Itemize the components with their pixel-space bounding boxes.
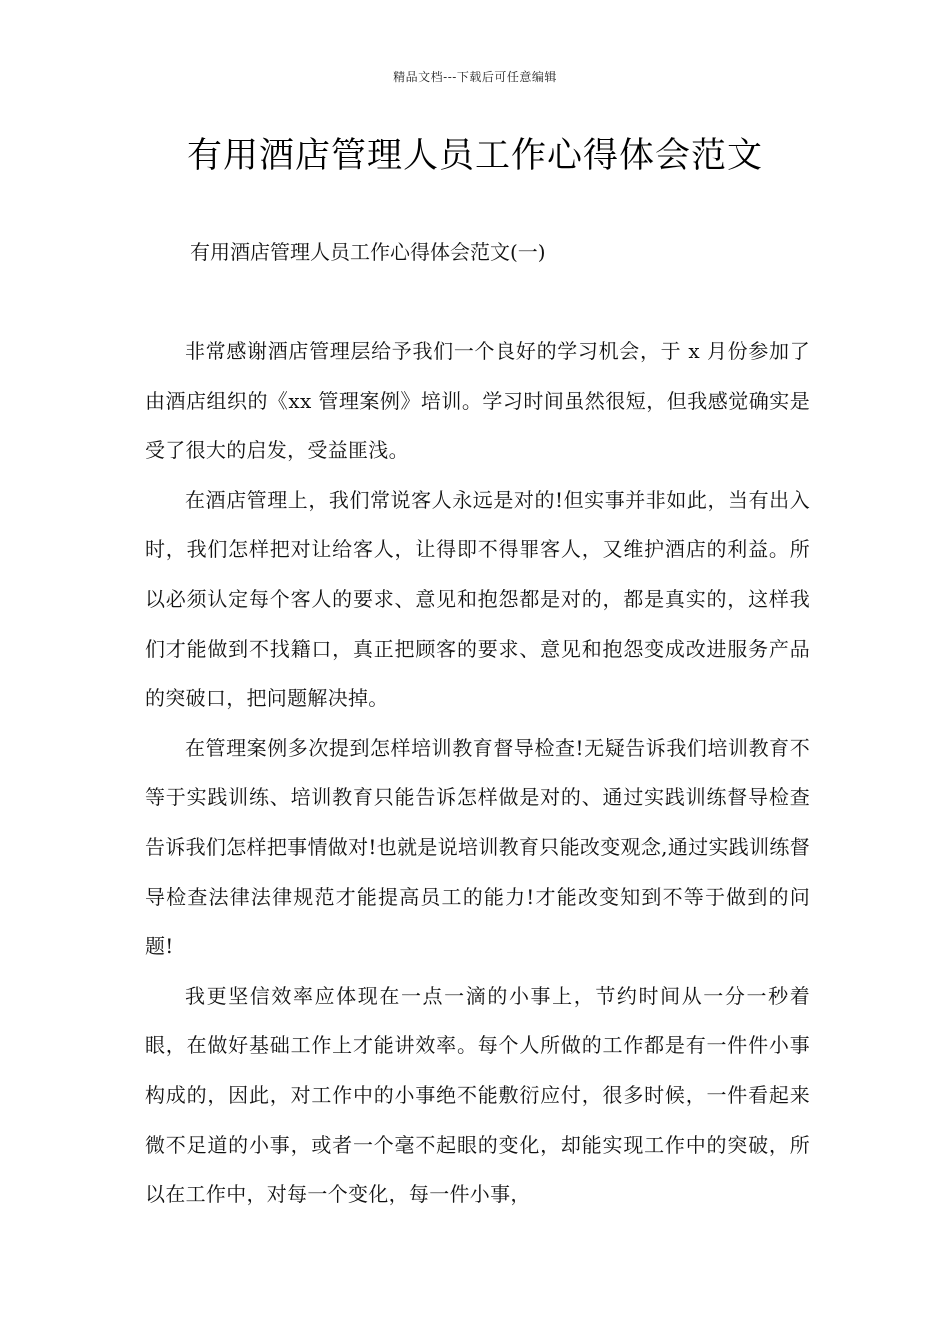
document-title: 有用酒店管理人员工作心得体会范文 [186,136,763,176]
page-header: 精品文档---下载后可任意编辑 [393,70,557,84]
paragraph-2: 在酒店管理上，我们常说客人永远是对的!但实事并非如此，当有出入时，我们怎样把对让给客人，让得即不得罪客人，又维护酒店的利益。所以必须认定每个客人的要求、意见和抱怨都是对的，都是真实的，这样我们才能做到不找籍口，真正把顾客的要求、意见和抱怨变成改进服务产品的突破口，把问题解决掉。 [145,487,810,711]
paragraph-3: 在管理案例多次提到怎样培训教育督导检查!无疑告诉我们培训教育不等于实践训练、培训教育只能告诉怎样做是对的、通过实践训练督导检查告诉我们怎样把事情做对!也就是说培训教育只能改变观念,通过实践训练督导检查法律法律规范才能提高员工的能力!才能改变知到不等于做到的问题! [145,735,810,959]
paragraph-1: 非常感谢酒店管理层给予我们一个良好的学习机会，于 x 月份参加了由酒店组织的《xx 管理案例》培训。学习时间虽然很短，但我感觉确实是受了很大的启发，受益匪浅。 [145,339,810,463]
document-subtitle: 有用酒店管理人员工作心得体会范文(一) [190,240,546,264]
paragraph-4: 我更坚信效率应体现在一点一滴的小事上，节约时间从一分一秒着眼，在做好基础工作上才能讲效率。每个人所做的工作都是有一件件小事构成的，因此，对工作中的小事绝不能敷衍应付，很多时候，一件看起来微不足道的小事，或者一个毫不起眼的变化，却能实现工作中的突破，所以在工作中，对每一个变化，每一件小事， [145,983,810,1207]
document-body [145,327,810,1220]
